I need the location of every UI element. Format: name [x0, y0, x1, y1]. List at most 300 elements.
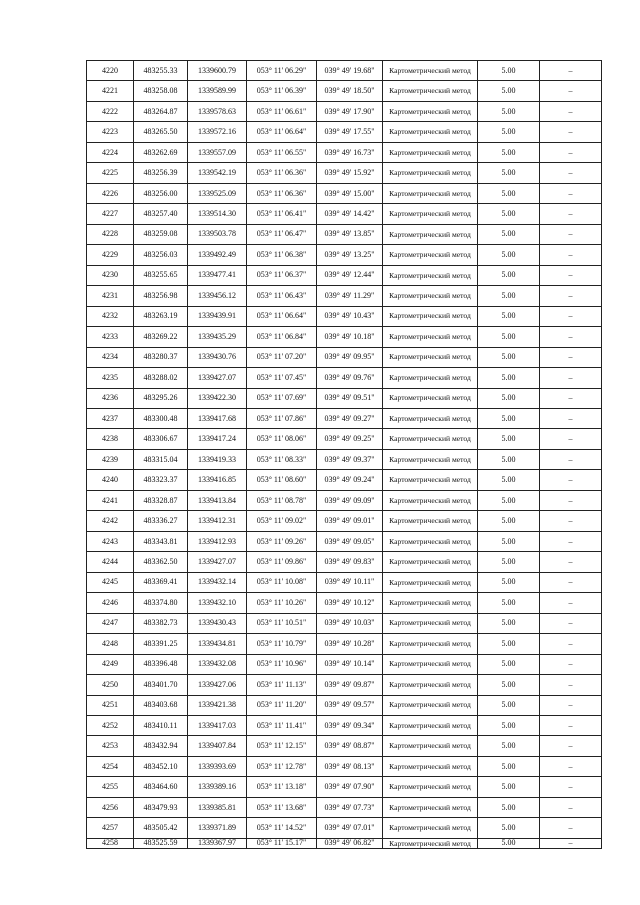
y-coordinate-cell: 1339407.84	[188, 736, 247, 756]
accuracy-cell: 5.00	[478, 265, 540, 285]
x-coordinate-cell: 483479.93	[134, 797, 188, 817]
latitude-cell: 053° 11' 11.20"	[247, 695, 317, 715]
method-cell: Картометрический метод	[383, 286, 478, 306]
description-cell: –	[540, 675, 602, 695]
x-coordinate-cell: 483315.04	[134, 449, 188, 469]
y-coordinate-cell: 1339600.79	[188, 61, 247, 81]
coordinates-table	[86, 60, 602, 849]
table-row	[87, 163, 602, 183]
description-cell: –	[540, 654, 602, 674]
point-number-cell: 4241	[87, 490, 134, 510]
point-number-cell: 4221	[87, 81, 134, 101]
x-coordinate-cell: 483403.68	[134, 695, 188, 715]
accuracy-cell: 5.00	[478, 163, 540, 183]
table-row	[87, 613, 602, 633]
table-row	[87, 101, 602, 121]
latitude-cell: 053° 11' 08.60"	[247, 470, 317, 490]
x-coordinate-cell: 483262.69	[134, 142, 188, 162]
method-cell: Картометрический метод	[383, 634, 478, 654]
y-coordinate-cell: 1339417.68	[188, 408, 247, 428]
method-cell: Картометрический метод	[383, 797, 478, 817]
table-row	[87, 818, 602, 838]
x-coordinate-cell: 483300.48	[134, 408, 188, 428]
table-row	[87, 572, 602, 592]
method-cell: Картометрический метод	[383, 388, 478, 408]
description-cell: –	[540, 163, 602, 183]
table-row	[87, 716, 602, 736]
y-coordinate-cell: 1339371.89	[188, 818, 247, 838]
accuracy-cell: 5.00	[478, 572, 540, 592]
method-cell: Картометрический метод	[383, 449, 478, 469]
table-row	[87, 388, 602, 408]
point-number-cell: 4248	[87, 634, 134, 654]
longitude-cell: 039° 49' 13.85"	[317, 224, 383, 244]
longitude-cell: 039° 49' 10.18"	[317, 327, 383, 347]
point-number-cell: 4222	[87, 101, 134, 121]
latitude-cell: 053° 11' 11.13"	[247, 675, 317, 695]
x-coordinate-cell: 483295.26	[134, 388, 188, 408]
table-row	[87, 204, 602, 224]
point-number-cell: 4244	[87, 552, 134, 572]
description-cell: –	[540, 101, 602, 121]
latitude-cell: 053° 11' 14.52"	[247, 818, 317, 838]
latitude-cell: 053° 11' 08.78"	[247, 490, 317, 510]
latitude-cell: 053° 11' 06.47"	[247, 224, 317, 244]
y-coordinate-cell: 1339477.41	[188, 265, 247, 285]
accuracy-cell: 5.00	[478, 61, 540, 81]
longitude-cell: 039° 49' 10.12"	[317, 593, 383, 613]
x-coordinate-cell: 483362.50	[134, 552, 188, 572]
method-cell: Картометрический метод	[383, 101, 478, 121]
method-cell: Картометрический метод	[383, 204, 478, 224]
x-coordinate-cell: 483255.65	[134, 265, 188, 285]
longitude-cell: 039° 49' 10.03"	[317, 613, 383, 633]
longitude-cell: 039° 49' 10.28"	[317, 634, 383, 654]
latitude-cell: 053° 11' 09.86"	[247, 552, 317, 572]
longitude-cell: 039° 49' 07.73"	[317, 797, 383, 817]
method-cell: Картометрический метод	[383, 777, 478, 797]
y-coordinate-cell: 1339503.78	[188, 224, 247, 244]
y-coordinate-cell: 1339421.38	[188, 695, 247, 715]
method-cell: Картометрический метод	[383, 838, 478, 848]
longitude-cell: 039° 49' 09.25"	[317, 429, 383, 449]
accuracy-cell: 5.00	[478, 224, 540, 244]
description-cell: –	[540, 245, 602, 265]
method-cell: Картометрический метод	[383, 490, 478, 510]
longitude-cell: 039° 49' 10.11"	[317, 572, 383, 592]
description-cell: –	[540, 490, 602, 510]
longitude-cell: 039° 49' 10.43"	[317, 306, 383, 326]
method-cell: Картометрический метод	[383, 347, 478, 367]
method-cell: Картометрический метод	[383, 675, 478, 695]
method-cell: Картометрический метод	[383, 756, 478, 776]
method-cell: Картометрический метод	[383, 429, 478, 449]
accuracy-cell: 5.00	[478, 531, 540, 551]
accuracy-cell: 5.00	[478, 470, 540, 490]
x-coordinate-cell: 483258.08	[134, 81, 188, 101]
y-coordinate-cell: 1339578.63	[188, 101, 247, 121]
table-row	[87, 490, 602, 510]
point-number-cell: 4258	[87, 838, 134, 848]
point-number-cell: 4257	[87, 818, 134, 838]
point-number-cell: 4229	[87, 245, 134, 265]
y-coordinate-cell: 1339432.08	[188, 654, 247, 674]
y-coordinate-cell: 1339367.97	[188, 838, 247, 848]
accuracy-cell: 5.00	[478, 818, 540, 838]
latitude-cell: 053° 11' 06.29"	[247, 61, 317, 81]
y-coordinate-cell: 1339417.03	[188, 716, 247, 736]
longitude-cell: 039° 49' 09.09"	[317, 490, 383, 510]
point-number-cell: 4235	[87, 368, 134, 388]
x-coordinate-cell: 483306.67	[134, 429, 188, 449]
method-cell: Картометрический метод	[383, 183, 478, 203]
method-cell: Картометрический метод	[383, 695, 478, 715]
description-cell: –	[540, 368, 602, 388]
latitude-cell: 053° 11' 06.64"	[247, 306, 317, 326]
method-cell: Картометрический метод	[383, 163, 478, 183]
point-number-cell: 4232	[87, 306, 134, 326]
x-coordinate-cell: 483410.11	[134, 716, 188, 736]
method-cell: Картометрический метод	[383, 81, 478, 101]
latitude-cell: 053° 11' 12.78"	[247, 756, 317, 776]
accuracy-cell: 5.00	[478, 183, 540, 203]
x-coordinate-cell: 483505.42	[134, 818, 188, 838]
y-coordinate-cell: 1339432.10	[188, 593, 247, 613]
y-coordinate-cell: 1339435.29	[188, 327, 247, 347]
point-number-cell: 4236	[87, 388, 134, 408]
method-cell: Картометрический метод	[383, 122, 478, 142]
latitude-cell: 053° 11' 07.69"	[247, 388, 317, 408]
y-coordinate-cell: 1339412.93	[188, 531, 247, 551]
table-row	[87, 347, 602, 367]
method-cell: Картометрический метод	[383, 613, 478, 633]
table-row	[87, 654, 602, 674]
method-cell: Картометрический метод	[383, 716, 478, 736]
description-cell: –	[540, 572, 602, 592]
method-cell: Картометрический метод	[383, 572, 478, 592]
x-coordinate-cell: 483369.41	[134, 572, 188, 592]
description-cell: –	[540, 756, 602, 776]
x-coordinate-cell: 483264.87	[134, 101, 188, 121]
longitude-cell: 039° 49' 14.42"	[317, 204, 383, 224]
accuracy-cell: 5.00	[478, 204, 540, 224]
x-coordinate-cell: 483257.40	[134, 204, 188, 224]
latitude-cell: 053° 11' 09.02"	[247, 511, 317, 531]
y-coordinate-cell: 1339439.91	[188, 306, 247, 326]
longitude-cell: 039° 49' 09.83"	[317, 552, 383, 572]
latitude-cell: 053° 11' 08.33"	[247, 449, 317, 469]
method-cell: Картометрический метод	[383, 327, 478, 347]
accuracy-cell: 5.00	[478, 552, 540, 572]
accuracy-cell: 5.00	[478, 716, 540, 736]
latitude-cell: 053° 11' 10.08"	[247, 572, 317, 592]
description-cell: –	[540, 183, 602, 203]
latitude-cell: 053° 11' 10.79"	[247, 634, 317, 654]
method-cell: Картометрический метод	[383, 593, 478, 613]
table-row	[87, 183, 602, 203]
accuracy-cell: 5.00	[478, 449, 540, 469]
description-cell: –	[540, 818, 602, 838]
longitude-cell: 039° 49' 15.92"	[317, 163, 383, 183]
accuracy-cell: 5.00	[478, 245, 540, 265]
table-row	[87, 429, 602, 449]
latitude-cell: 053° 11' 08.06"	[247, 429, 317, 449]
description-cell: –	[540, 695, 602, 715]
latitude-cell: 053° 11' 06.55"	[247, 142, 317, 162]
y-coordinate-cell: 1339416.85	[188, 470, 247, 490]
point-number-cell: 4237	[87, 408, 134, 428]
accuracy-cell: 5.00	[478, 797, 540, 817]
x-coordinate-cell: 483323.37	[134, 470, 188, 490]
description-cell: –	[540, 429, 602, 449]
method-cell: Картометрический метод	[383, 654, 478, 674]
x-coordinate-cell: 483256.03	[134, 245, 188, 265]
x-coordinate-cell: 483336.27	[134, 511, 188, 531]
point-number-cell: 4225	[87, 163, 134, 183]
table-row	[87, 797, 602, 817]
table-row	[87, 695, 602, 715]
description-cell: –	[540, 81, 602, 101]
point-number-cell: 4240	[87, 470, 134, 490]
point-number-cell: 4228	[87, 224, 134, 244]
method-cell: Картометрический метод	[383, 265, 478, 285]
description-cell: –	[540, 306, 602, 326]
latitude-cell: 053° 11' 13.68"	[247, 797, 317, 817]
latitude-cell: 053° 11' 11.41"	[247, 716, 317, 736]
point-number-cell: 4243	[87, 531, 134, 551]
accuracy-cell: 5.00	[478, 593, 540, 613]
method-cell: Картометрический метод	[383, 511, 478, 531]
latitude-cell: 053° 11' 06.64"	[247, 122, 317, 142]
point-number-cell: 4249	[87, 654, 134, 674]
point-number-cell: 4227	[87, 204, 134, 224]
description-cell: –	[540, 613, 602, 633]
longitude-cell: 039° 49' 17.55"	[317, 122, 383, 142]
latitude-cell: 053° 11' 07.86"	[247, 408, 317, 428]
table-row	[87, 306, 602, 326]
x-coordinate-cell: 483265.50	[134, 122, 188, 142]
method-cell: Картометрический метод	[383, 306, 478, 326]
longitude-cell: 039° 49' 11.29"	[317, 286, 383, 306]
point-number-cell: 4239	[87, 449, 134, 469]
table-row	[87, 838, 602, 848]
y-coordinate-cell: 1339389.16	[188, 777, 247, 797]
y-coordinate-cell: 1339427.07	[188, 368, 247, 388]
description-cell: –	[540, 511, 602, 531]
method-cell: Картометрический метод	[383, 224, 478, 244]
longitude-cell: 039° 49' 07.90"	[317, 777, 383, 797]
latitude-cell: 053° 11' 07.20"	[247, 347, 317, 367]
y-coordinate-cell: 1339422.30	[188, 388, 247, 408]
description-cell: –	[540, 838, 602, 848]
accuracy-cell: 5.00	[478, 695, 540, 715]
accuracy-cell: 5.00	[478, 347, 540, 367]
y-coordinate-cell: 1339393.69	[188, 756, 247, 776]
point-number-cell: 4230	[87, 265, 134, 285]
latitude-cell: 053° 11' 06.36"	[247, 183, 317, 203]
x-coordinate-cell: 483396.48	[134, 654, 188, 674]
description-cell: –	[540, 142, 602, 162]
accuracy-cell: 5.00	[478, 327, 540, 347]
description-cell: –	[540, 777, 602, 797]
longitude-cell: 039° 49' 10.14"	[317, 654, 383, 674]
longitude-cell: 039° 49' 09.76"	[317, 368, 383, 388]
table-row	[87, 449, 602, 469]
x-coordinate-cell: 483452.10	[134, 756, 188, 776]
table-row	[87, 327, 602, 347]
accuracy-cell: 5.00	[478, 388, 540, 408]
description-cell: –	[540, 61, 602, 81]
y-coordinate-cell: 1339430.76	[188, 347, 247, 367]
accuracy-cell: 5.00	[478, 368, 540, 388]
accuracy-cell: 5.00	[478, 286, 540, 306]
point-number-cell: 4250	[87, 675, 134, 695]
point-number-cell: 4255	[87, 777, 134, 797]
description-cell: –	[540, 327, 602, 347]
description-cell: –	[540, 265, 602, 285]
point-number-cell: 4245	[87, 572, 134, 592]
longitude-cell: 039° 49' 09.87"	[317, 675, 383, 695]
y-coordinate-cell: 1339557.09	[188, 142, 247, 162]
table-row	[87, 470, 602, 490]
method-cell: Картометрический метод	[383, 245, 478, 265]
description-cell: –	[540, 531, 602, 551]
point-number-cell: 4254	[87, 756, 134, 776]
latitude-cell: 053° 11' 10.96"	[247, 654, 317, 674]
coordinates-table-body	[87, 61, 602, 849]
table-row	[87, 122, 602, 142]
latitude-cell: 053° 11' 10.51"	[247, 613, 317, 633]
point-number-cell: 4223	[87, 122, 134, 142]
description-cell: –	[540, 204, 602, 224]
method-cell: Картометрический метод	[383, 552, 478, 572]
table-row	[87, 634, 602, 654]
y-coordinate-cell: 1339542.19	[188, 163, 247, 183]
longitude-cell: 039° 49' 12.44"	[317, 265, 383, 285]
x-coordinate-cell: 483255.33	[134, 61, 188, 81]
x-coordinate-cell: 483374.80	[134, 593, 188, 613]
table-row	[87, 245, 602, 265]
table-row	[87, 777, 602, 797]
y-coordinate-cell: 1339417.24	[188, 429, 247, 449]
accuracy-cell: 5.00	[478, 511, 540, 531]
accuracy-cell: 5.00	[478, 736, 540, 756]
x-coordinate-cell: 483256.39	[134, 163, 188, 183]
point-number-cell: 4253	[87, 736, 134, 756]
description-cell: –	[540, 347, 602, 367]
point-number-cell: 4252	[87, 716, 134, 736]
longitude-cell: 039° 49' 09.37"	[317, 449, 383, 469]
latitude-cell: 053° 11' 15.17"	[247, 838, 317, 848]
description-cell: –	[540, 797, 602, 817]
y-coordinate-cell: 1339413.84	[188, 490, 247, 510]
longitude-cell: 039° 49' 13.25"	[317, 245, 383, 265]
accuracy-cell: 5.00	[478, 142, 540, 162]
longitude-cell: 039° 49' 15.00"	[317, 183, 383, 203]
description-cell: –	[540, 122, 602, 142]
y-coordinate-cell: 1339492.49	[188, 245, 247, 265]
latitude-cell: 053° 11' 09.26"	[247, 531, 317, 551]
x-coordinate-cell: 483256.98	[134, 286, 188, 306]
x-coordinate-cell: 483259.08	[134, 224, 188, 244]
method-cell: Картометрический метод	[383, 736, 478, 756]
x-coordinate-cell: 483382.73	[134, 613, 188, 633]
x-coordinate-cell: 483269.22	[134, 327, 188, 347]
longitude-cell: 039° 49' 08.87"	[317, 736, 383, 756]
latitude-cell: 053° 11' 12.15"	[247, 736, 317, 756]
point-number-cell: 4256	[87, 797, 134, 817]
y-coordinate-cell: 1339514.30	[188, 204, 247, 224]
y-coordinate-cell: 1339525.09	[188, 183, 247, 203]
table-row	[87, 81, 602, 101]
description-cell: –	[540, 736, 602, 756]
y-coordinate-cell: 1339572.16	[188, 122, 247, 142]
point-number-cell: 4220	[87, 61, 134, 81]
accuracy-cell: 5.00	[478, 838, 540, 848]
latitude-cell: 053° 11' 06.36"	[247, 163, 317, 183]
description-cell: –	[540, 388, 602, 408]
description-cell: –	[540, 552, 602, 572]
x-coordinate-cell: 483391.25	[134, 634, 188, 654]
accuracy-cell: 5.00	[478, 613, 540, 633]
description-cell: –	[540, 286, 602, 306]
point-number-cell: 4224	[87, 142, 134, 162]
x-coordinate-cell: 483464.60	[134, 777, 188, 797]
longitude-cell: 039° 49' 09.01"	[317, 511, 383, 531]
latitude-cell: 053° 11' 13.18"	[247, 777, 317, 797]
accuracy-cell: 5.00	[478, 429, 540, 449]
accuracy-cell: 5.00	[478, 306, 540, 326]
table-row	[87, 756, 602, 776]
accuracy-cell: 5.00	[478, 408, 540, 428]
description-cell: –	[540, 593, 602, 613]
method-cell: Картометрический метод	[383, 368, 478, 388]
longitude-cell: 039° 49' 17.90"	[317, 101, 383, 121]
table-row	[87, 61, 602, 81]
accuracy-cell: 5.00	[478, 122, 540, 142]
point-number-cell: 4233	[87, 327, 134, 347]
description-cell: –	[540, 470, 602, 490]
point-number-cell: 4226	[87, 183, 134, 203]
table-row	[87, 511, 602, 531]
x-coordinate-cell: 483288.02	[134, 368, 188, 388]
y-coordinate-cell: 1339430.43	[188, 613, 247, 633]
table-row	[87, 408, 602, 428]
x-coordinate-cell: 483263.19	[134, 306, 188, 326]
accuracy-cell: 5.00	[478, 654, 540, 674]
longitude-cell: 039° 49' 08.13"	[317, 756, 383, 776]
point-number-cell: 4238	[87, 429, 134, 449]
accuracy-cell: 5.00	[478, 490, 540, 510]
table-row	[87, 531, 602, 551]
point-number-cell: 4234	[87, 347, 134, 367]
y-coordinate-cell: 1339434.81	[188, 634, 247, 654]
longitude-cell: 039° 49' 06.82"	[317, 838, 383, 848]
x-coordinate-cell: 483256.00	[134, 183, 188, 203]
x-coordinate-cell: 483343.81	[134, 531, 188, 551]
method-cell: Картометрический метод	[383, 531, 478, 551]
description-cell: –	[540, 634, 602, 654]
method-cell: Картометрический метод	[383, 818, 478, 838]
y-coordinate-cell: 1339432.14	[188, 572, 247, 592]
y-coordinate-cell: 1339419.33	[188, 449, 247, 469]
latitude-cell: 053° 11' 06.37"	[247, 265, 317, 285]
longitude-cell: 039° 49' 09.27"	[317, 408, 383, 428]
latitude-cell: 053° 11' 06.41"	[247, 204, 317, 224]
method-cell: Картометрический метод	[383, 470, 478, 490]
longitude-cell: 039° 49' 09.24"	[317, 470, 383, 490]
longitude-cell: 039° 49' 09.57"	[317, 695, 383, 715]
